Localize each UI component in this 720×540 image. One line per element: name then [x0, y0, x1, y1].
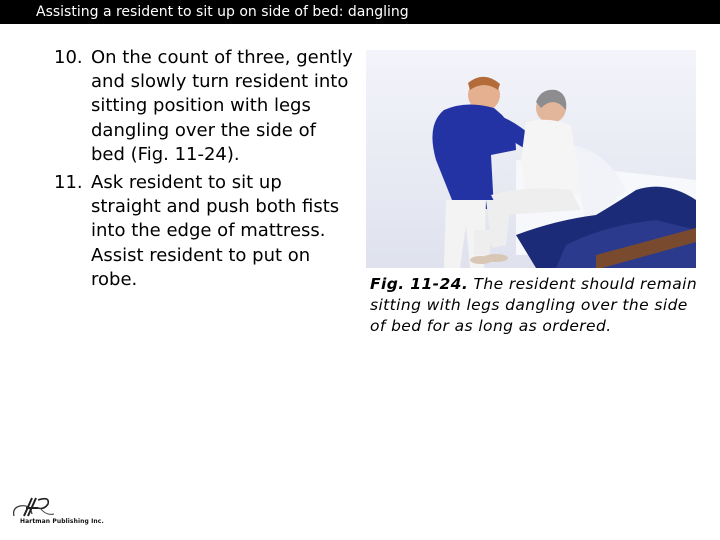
list-item — [54, 171, 354, 292]
publisher-logo — [10, 494, 110, 532]
figure-caption-text: The resident should remain sitting with legs dangling over the side of bed for as long as ordered. — [370, 275, 698, 335]
figure-photo — [366, 50, 696, 268]
photo-illustration — [366, 50, 696, 268]
step-text: On the count of three, gently and slowly turn resident into sitting position with legs dangling over the side of bed (Fig. 11-24). — [91, 47, 353, 165]
figure-label: Fig. 11-24. — [370, 275, 469, 293]
slide-title: Assisting a resident to sit up on side of bed: dangling — [36, 4, 409, 20]
figure-caption — [370, 274, 700, 337]
logo-text: Hartman Publishing Inc. — [20, 518, 104, 525]
step-number: 10. — [54, 47, 83, 68]
hartman-logo-mark — [10, 494, 110, 520]
step-text: Ask resident to sit up straight and push both fists into the edge of mattress. Assist resident to put on robe. — [91, 172, 340, 290]
step-list — [54, 46, 354, 296]
list-item — [54, 46, 354, 167]
step-number: 11. — [54, 172, 83, 194]
title-bar — [0, 0, 720, 24]
